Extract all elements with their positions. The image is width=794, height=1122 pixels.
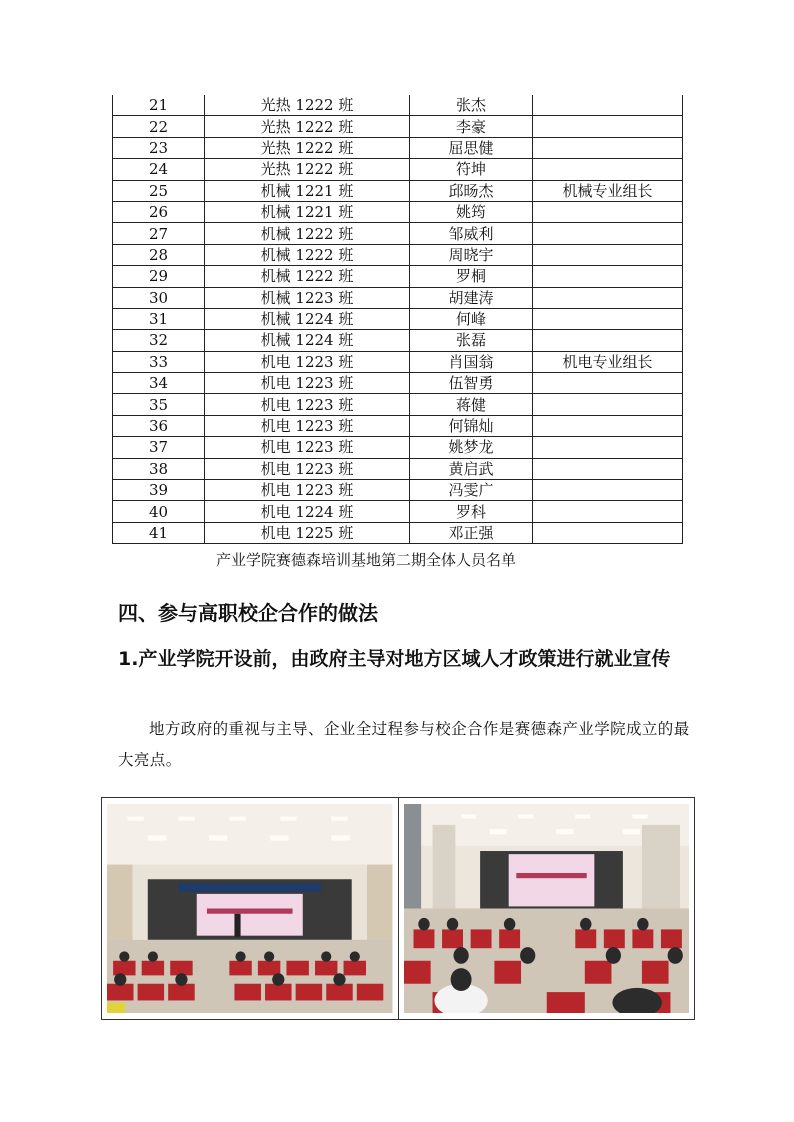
role-note: 机械专业组长	[533, 180, 683, 201]
table-row	[113, 159, 683, 180]
student-name: 张磊	[410, 330, 533, 351]
class-name: 机电 1223 班	[205, 458, 410, 479]
role-note	[533, 458, 683, 479]
row-number: 37	[113, 437, 205, 458]
student-name: 罗桐	[410, 266, 533, 287]
table-row	[113, 415, 683, 436]
student-name: 邓正强	[410, 522, 533, 543]
class-name: 机械 1222 班	[205, 244, 410, 265]
table-row	[113, 458, 683, 479]
table-row	[113, 437, 683, 458]
class-name: 机电 1223 班	[205, 394, 410, 415]
row-number: 32	[113, 330, 205, 351]
table-row	[113, 201, 683, 222]
table-row	[113, 244, 683, 265]
table-row	[113, 501, 683, 522]
table-row	[113, 522, 683, 543]
auditorium-lecture-photo	[107, 804, 393, 1013]
table-row	[113, 266, 683, 287]
row-number: 38	[113, 458, 205, 479]
student-name: 黄启武	[410, 458, 533, 479]
row-number: 34	[113, 373, 205, 394]
class-name: 光热 1222 班	[205, 137, 410, 158]
student-name: 邹威利	[410, 223, 533, 244]
student-name: 李豪	[410, 116, 533, 137]
roster-table	[112, 95, 683, 544]
role-note	[533, 373, 683, 394]
role-note	[533, 522, 683, 543]
role-note	[533, 201, 683, 222]
photo-table	[101, 797, 695, 1020]
student-name: 何锦灿	[410, 415, 533, 436]
row-number: 41	[113, 522, 205, 543]
table-row	[113, 351, 683, 372]
class-name: 机电 1225 班	[205, 522, 410, 543]
role-note	[533, 415, 683, 436]
table-row	[113, 180, 683, 201]
class-name: 机电 1223 班	[205, 373, 410, 394]
class-name: 机电 1223 班	[205, 480, 410, 501]
class-name: 机械 1222 班	[205, 266, 410, 287]
photo-cell-left	[102, 798, 398, 1019]
row-number: 23	[113, 137, 205, 158]
class-name: 机械 1221 班	[205, 201, 410, 222]
role-note	[533, 244, 683, 265]
role-note	[533, 330, 683, 351]
role-note	[533, 95, 683, 116]
table-row	[113, 287, 683, 308]
role-note	[533, 501, 683, 522]
class-name: 机电 1223 班	[205, 437, 410, 458]
class-name: 光热 1222 班	[205, 95, 410, 116]
role-note	[533, 394, 683, 415]
row-number: 33	[113, 351, 205, 372]
section-heading: 四、参与高职校企合作的做法	[118, 601, 378, 625]
body-paragraph: 地方政府的重视与主导、企业全过程参与校企合作是赛德森产业学院成立的最大亮点。	[118, 720, 690, 769]
role-note	[533, 308, 683, 329]
role-note	[533, 287, 683, 308]
role-note	[533, 223, 683, 244]
row-number: 28	[113, 244, 205, 265]
row-number: 35	[113, 394, 205, 415]
class-name: 机电 1224 班	[205, 501, 410, 522]
student-name: 伍智勇	[410, 373, 533, 394]
row-number: 40	[113, 501, 205, 522]
class-name: 机械 1224 班	[205, 330, 410, 351]
row-number: 26	[113, 201, 205, 222]
table-row	[113, 137, 683, 158]
row-number: 31	[113, 308, 205, 329]
table-row	[113, 116, 683, 137]
student-name: 周晓宇	[410, 244, 533, 265]
role-note	[533, 437, 683, 458]
class-name: 机械 1223 班	[205, 287, 410, 308]
row-number: 29	[113, 266, 205, 287]
role-note	[533, 116, 683, 137]
class-name: 光热 1222 班	[205, 159, 410, 180]
class-name: 机械 1221 班	[205, 180, 410, 201]
student-name: 姚筠	[410, 201, 533, 222]
auditorium-audience-photo	[404, 804, 690, 1013]
row-number: 22	[113, 116, 205, 137]
row-number: 27	[113, 223, 205, 244]
role-note: 机电专业组长	[533, 351, 683, 372]
table-row	[113, 330, 683, 351]
class-name: 机电 1223 班	[205, 351, 410, 372]
student-name: 邱旸杰	[410, 180, 533, 201]
row-number: 25	[113, 180, 205, 201]
student-name: 张杰	[410, 95, 533, 116]
role-note	[533, 480, 683, 501]
table-row	[113, 394, 683, 415]
table-row	[113, 480, 683, 501]
class-name: 机械 1222 班	[205, 223, 410, 244]
student-name: 罗科	[410, 501, 533, 522]
row-number: 36	[113, 415, 205, 436]
class-name: 光热 1222 班	[205, 116, 410, 137]
row-number: 24	[113, 159, 205, 180]
class-name: 机械 1224 班	[205, 308, 410, 329]
student-name: 符坤	[410, 159, 533, 180]
role-note	[533, 137, 683, 158]
student-name: 肖国翁	[410, 351, 533, 372]
student-name: 蒋健	[410, 394, 533, 415]
table-caption: 产业学院赛德森培训基地第二期全体人员名单	[216, 551, 517, 569]
table-row	[113, 223, 683, 244]
student-name: 冯雯广	[410, 480, 533, 501]
class-name: 机电 1223 班	[205, 415, 410, 436]
student-name: 屈思健	[410, 137, 533, 158]
table-row	[113, 308, 683, 329]
section-subheading: 1.产业学院开设前，由政府主导对地方区域人才政策进行就业宣传	[118, 648, 671, 670]
roster-body	[113, 95, 683, 544]
student-name: 姚梦龙	[410, 437, 533, 458]
photo-cell-right	[398, 798, 695, 1019]
row-number: 39	[113, 480, 205, 501]
row-number: 30	[113, 287, 205, 308]
role-note	[533, 266, 683, 287]
row-number: 21	[113, 95, 205, 116]
role-note	[533, 159, 683, 180]
student-name: 何峰	[410, 308, 533, 329]
student-name: 胡建涛	[410, 287, 533, 308]
table-row	[113, 95, 683, 116]
table-row	[113, 373, 683, 394]
